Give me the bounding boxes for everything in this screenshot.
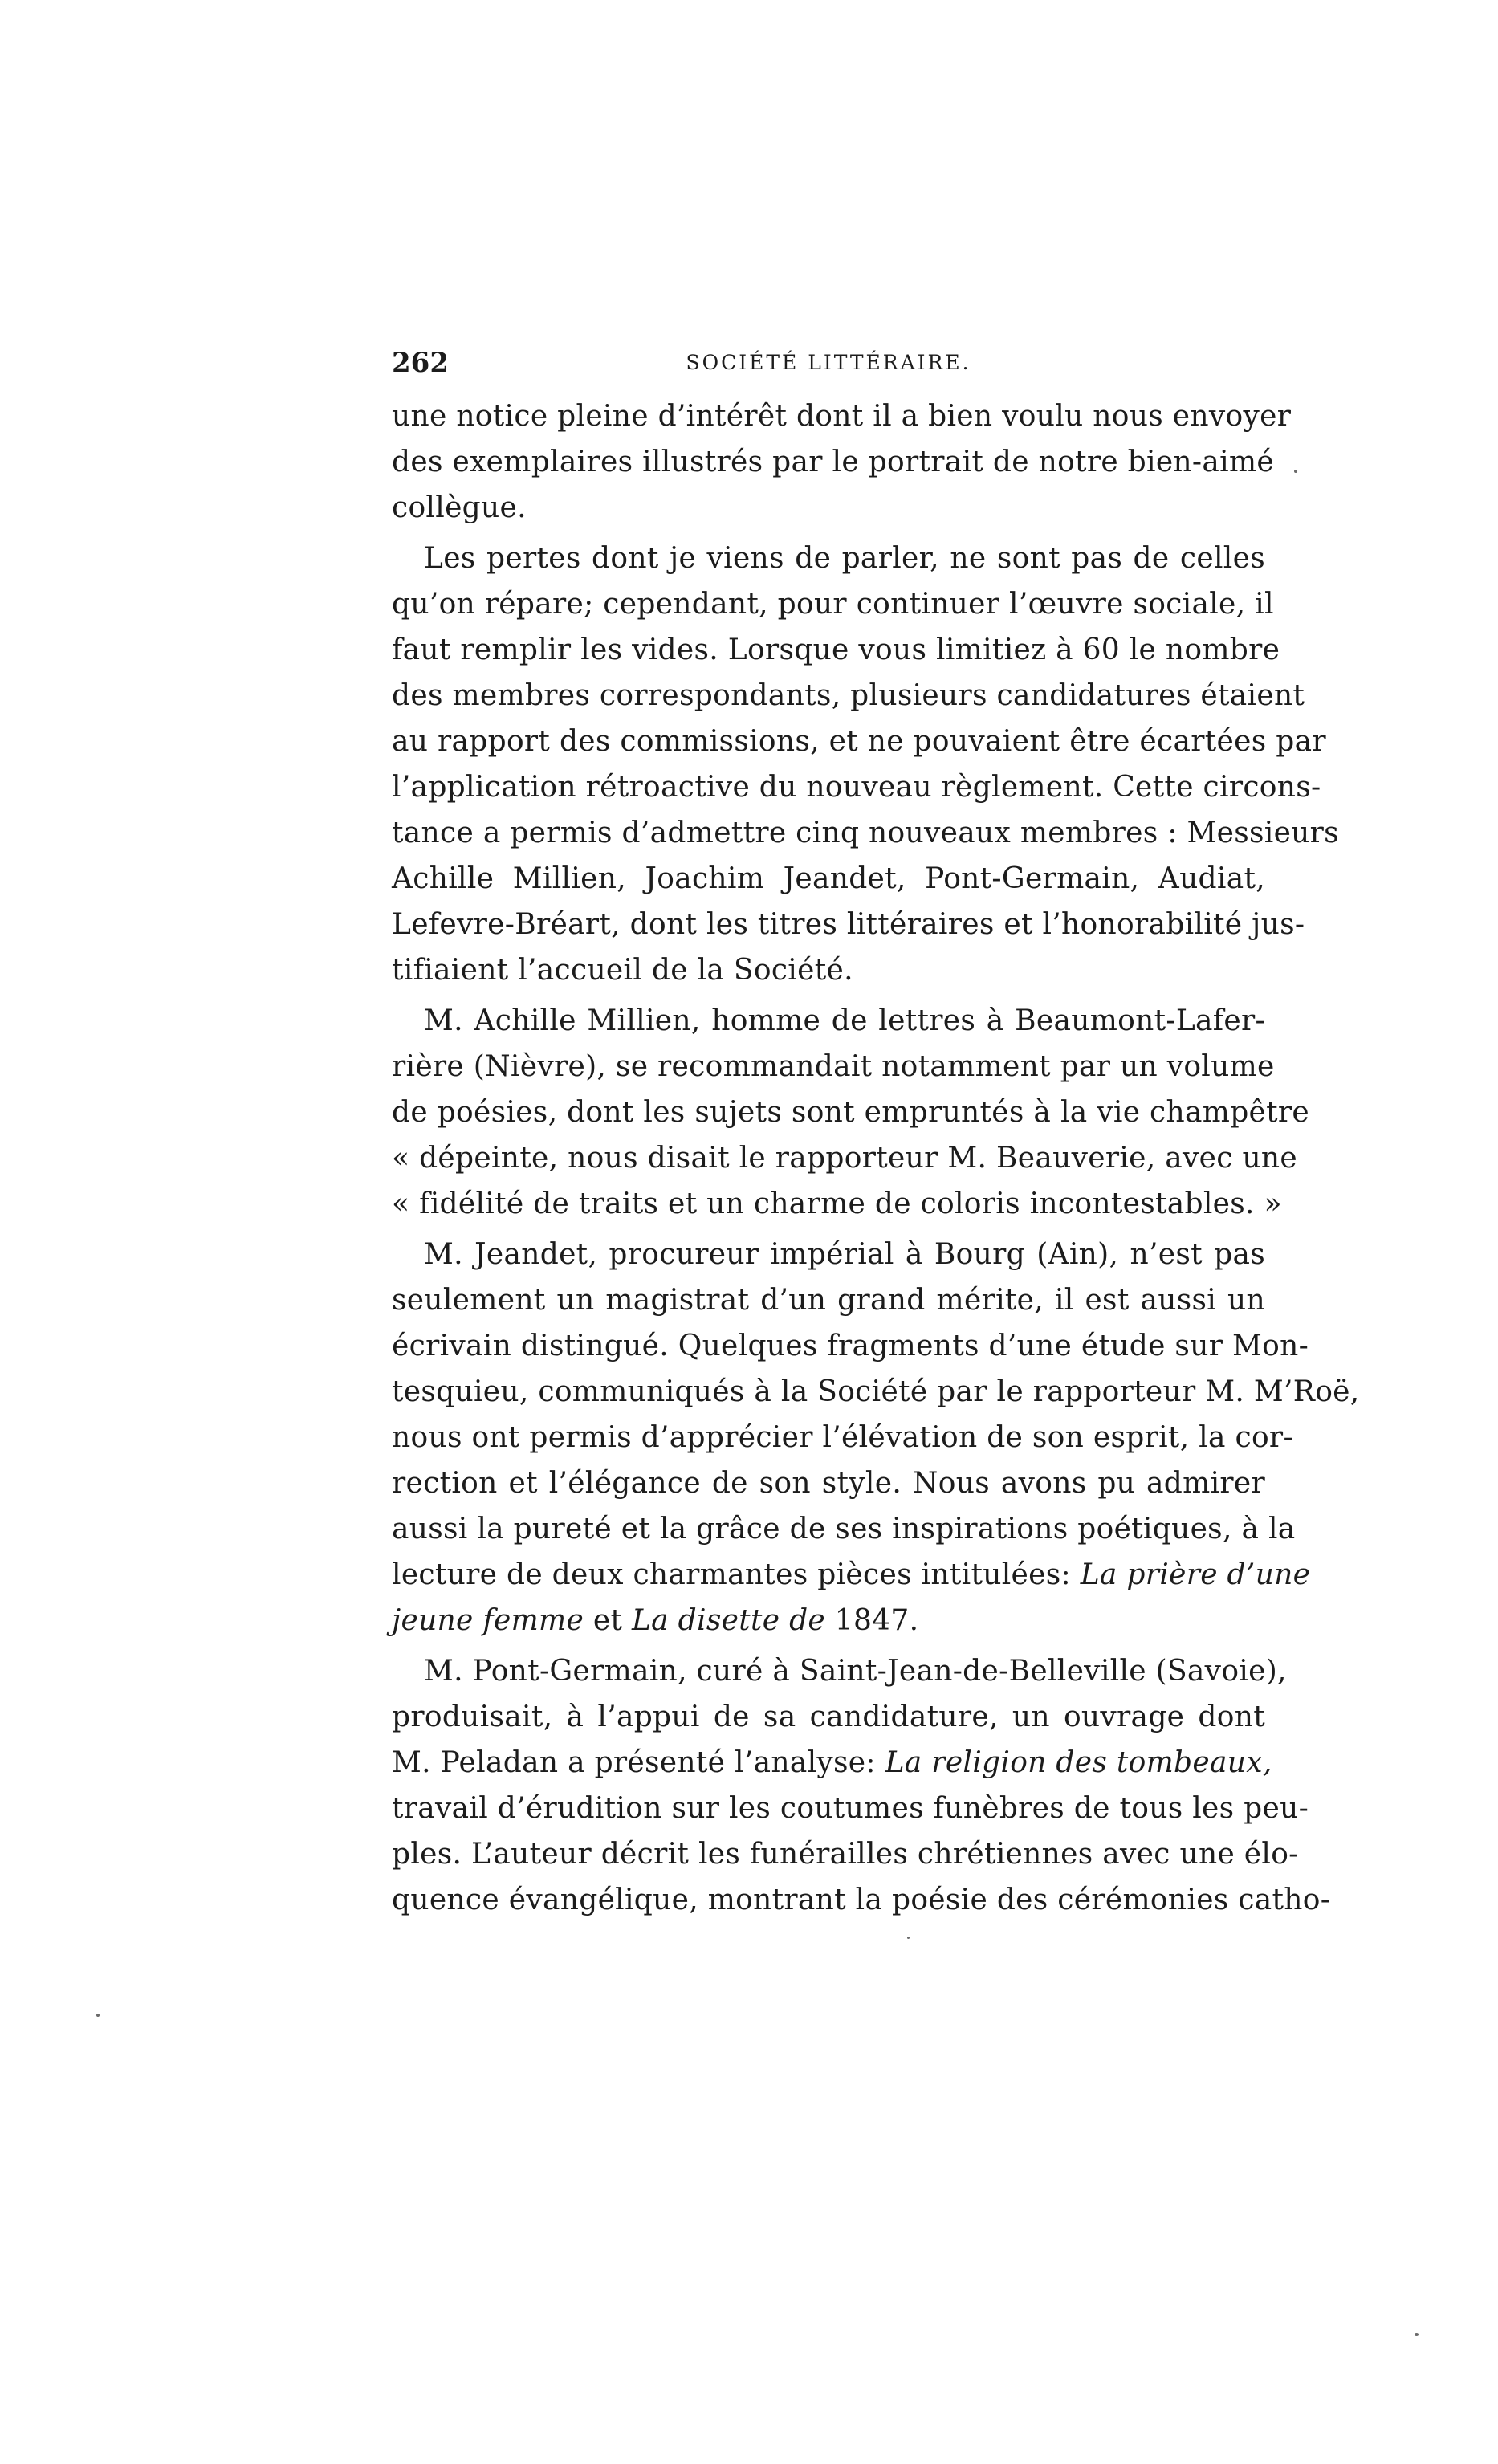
text-line: [392, 1598, 1265, 1643]
text-line: [392, 439, 1275, 485]
line-text: M. Pont-Germain, curé à Saint-Jean-de-Belleville (Savoie),: [424, 1655, 1287, 1688]
line-text: tance a permis d’admettre cinq nouveaux membres : Messieurs: [392, 817, 1339, 849]
line-text: rection et l’élégance de son style. Nous avons pu admirer: [392, 1467, 1265, 1500]
text-line: [392, 810, 1339, 856]
line-text: M. Peladan a présenté l’analyse:: [392, 1746, 876, 1779]
line-text: Les pertes dont je viens de parler, ne sont pas de celles: [424, 542, 1265, 575]
line-text: Achille Millien, Joachim Jeandet, Pont-Germain, Audiat,: [392, 862, 1265, 895]
line-text: produisait, à l’appui de sa candidature, un ouvrage dont: [392, 1700, 1265, 1733]
body-text: [392, 393, 1360, 1923]
text-line: [392, 1506, 1296, 1552]
text-line: [392, 764, 1321, 810]
page-number: 262: [392, 347, 449, 379]
line-text: au rapport des commissions, et ne pouvaient être écartées par: [392, 725, 1326, 758]
text-line: [392, 1694, 1265, 1740]
line-text: seulement un magistrat d’un grand mérite, il est aussi un: [392, 1284, 1265, 1317]
text-line: [392, 1552, 1311, 1598]
text-line: [392, 1323, 1309, 1369]
text-line: [392, 1415, 1293, 1460]
line-text: travail d’érudition sur les coutumes funèbres de tous les peu-: [392, 1792, 1309, 1825]
line-text: « dépeinte, nous disait le rapporteur M. Beauverie, avec une: [392, 1142, 1298, 1175]
line-text: faut remplir les vides. Lorsque vous limitiez à 60 le nombre: [392, 633, 1280, 666]
text-line: [392, 1648, 1287, 1694]
scan-speck: [96, 2014, 100, 2017]
text-line: [392, 393, 1292, 439]
line-text: 1847.: [825, 1604, 919, 1637]
line-text: tifiaient l’accueil de la Société.: [392, 954, 853, 987]
running-header: [392, 343, 1265, 383]
text-line: [392, 1369, 1360, 1415]
text-line: [392, 856, 1265, 902]
line-text: de poésies, dont les sujets sont empruntés à la vie champêtre: [392, 1096, 1310, 1129]
line-text: nous ont permis d’apprécier l’élévation de son esprit, la cor-: [392, 1421, 1293, 1454]
line-text: « fidélité de traits et un charme de coloris incontestables. »: [392, 1187, 1282, 1220]
running-title: SOCIÉTÉ LITTÉRAIRE.: [686, 351, 971, 374]
text-line: [392, 719, 1326, 764]
text-line: [392, 1089, 1310, 1135]
scan-speck: [907, 1937, 910, 1939]
line-text: quence évangélique, montrant la poésie des cérémonies catho-: [392, 1884, 1331, 1916]
line-text: et: [584, 1604, 632, 1637]
line-text: ples. L’auteur décrit les funérailles chrétiennes avec une élo-: [392, 1838, 1299, 1871]
italic-title: jeune femme: [392, 1604, 584, 1637]
line-text: M. Achille Millien, homme de lettres à Beaumont-Lafer-: [424, 1004, 1265, 1037]
line-text: tesquieu, communiqués à la Société par le rapporteur M. M’Roë,: [392, 1375, 1360, 1408]
text-line: [392, 1460, 1265, 1506]
text-line: [392, 1740, 1272, 1786]
line-text: rière (Nièvre), se recommandait notamment par un volume: [392, 1050, 1275, 1083]
line-text: lecture de deux charmantes pièces intitulées:: [392, 1558, 1071, 1591]
line-text: collègue.: [392, 491, 527, 524]
text-line: [392, 1786, 1309, 1831]
scan-speck: [1415, 2333, 1419, 2336]
text-line: [392, 1135, 1298, 1181]
line-text: qu’on répare; cependant, pour continuer l’œuvre sociale, il: [392, 588, 1274, 621]
text-line: [392, 1831, 1299, 1877]
text-line: [392, 1877, 1331, 1923]
text-line: [392, 485, 1265, 531]
line-text: M. Jeandet, procureur impérial à Bourg (Ain), n’est pas: [424, 1238, 1265, 1271]
text-line: [392, 998, 1265, 1044]
text-line: [392, 1044, 1275, 1089]
text-line: [392, 627, 1280, 673]
line-text: une notice pleine d’intérêt dont il a bien voulu nous envoyer: [392, 400, 1292, 433]
text-line: [392, 536, 1265, 581]
italic-title: La religion des tombeaux,: [885, 1746, 1272, 1779]
italic-title: La disette de: [631, 1604, 826, 1637]
text-line: [392, 1232, 1265, 1277]
line-text: des membres correspondants, plusieurs candidatures étaient: [392, 679, 1305, 712]
text-line: [392, 902, 1305, 947]
line-text: aussi la pureté et la grâce de ses inspirations poétiques, à la: [392, 1513, 1296, 1546]
line-text: l’application rétroactive du nouveau règlement. Cette circons-: [392, 771, 1321, 804]
text-line: [392, 673, 1305, 719]
line-text: Lefevre-Bréart, dont les titres littéraires et l’honorabilité jus-: [392, 908, 1305, 941]
line-text: des exemplaires illustrés par le portrait de notre bien-aimé: [392, 446, 1275, 479]
text-line: [392, 947, 1265, 993]
scan-speck: [1294, 470, 1297, 473]
line-text: écrivain distingué. Quelques fragments d’une étude sur Mon-: [392, 1330, 1309, 1362]
text-line: [392, 1181, 1282, 1227]
text-line: [392, 581, 1274, 627]
italic-title: La prière d’une: [1080, 1558, 1311, 1591]
text-line: [392, 1277, 1265, 1323]
